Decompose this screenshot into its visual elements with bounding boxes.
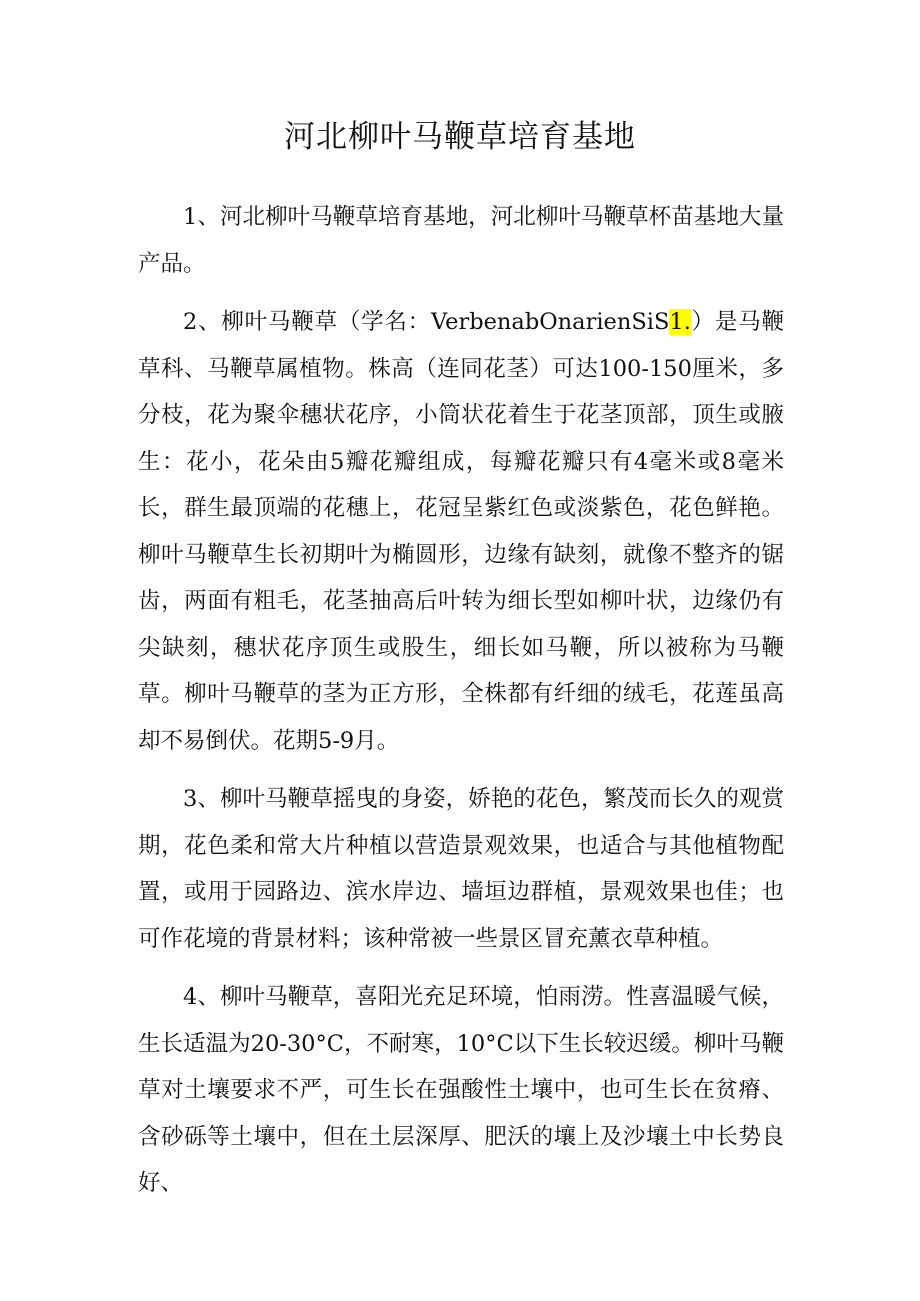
paragraph-2 (138, 299, 784, 764)
paragraph-1: 1、河北柳叶马鞭草培育基地，河北柳叶马鞭草杯苗基地大量产品。 (138, 204, 784, 277)
paragraph-2-text-end: ）是马鞭草科、马鞭草属植物。株高（连同花茎）可达100-150厘米，多分枝，花为聚伞穗状花序，小筒状花着生于花茎顶部，顶生或腋生：花小，花朵由5瓣花瓣组成，每瓣花瓣只有4毫米或8毫米长，群生最顶端的花穗上，花冠呈紫红色或淡紫色，花色鲜艳。柳叶马鞭草生长初期叶为椭圆形，边缘有缺刻，就像不整齐的锯齿，两面有粗毛，花茎抽高后叶转为细长型如柳叶状，边缘仍有尖缺刻，穗状花序顶生或股生，细长如马鞭，所以被称为马鞭草。柳叶马鞭草的茎为正方形，全株都有纤细的绒毛，花莲虽高却不易倒伏。花期5-9月。 (138, 309, 784, 754)
paragraph-3: 3、柳叶马鞭草摇曳的身姿，娇艳的花色，繁茂而长久的观赏期，花色柔和常大片种植以营造景观效果，也适合与其他植物配置，或用于园路边、滨水岸边、墙垣边群植，景观效果也佳；也可作花境的背景材料；该种常被一些景区冒充薰衣草种植。 (138, 786, 784, 952)
document-title: 河北柳叶马鞭草培育基地 (284, 119, 636, 155)
highlighted-text: 1. (669, 309, 691, 335)
paragraph-2-text-start: 2、柳叶马鞭草（学名：VerbenabOnarienSiS (183, 309, 670, 335)
document-body (138, 194, 784, 1219)
paragraph-4: 4、柳叶马鞭草，喜阳光充足环境，怕雨涝。性喜温暖气候，生长适温为20-30°C，不耐寒，10°C以下生长较迟缓。柳叶马鞭草对土壤要求不严，可生长在强酸性土壤中，也可生长在贫瘠、含砂砾等土壤中，但在土层深厚、肥沃的壤上及沙壤土中长势良好、 (138, 984, 784, 1196)
